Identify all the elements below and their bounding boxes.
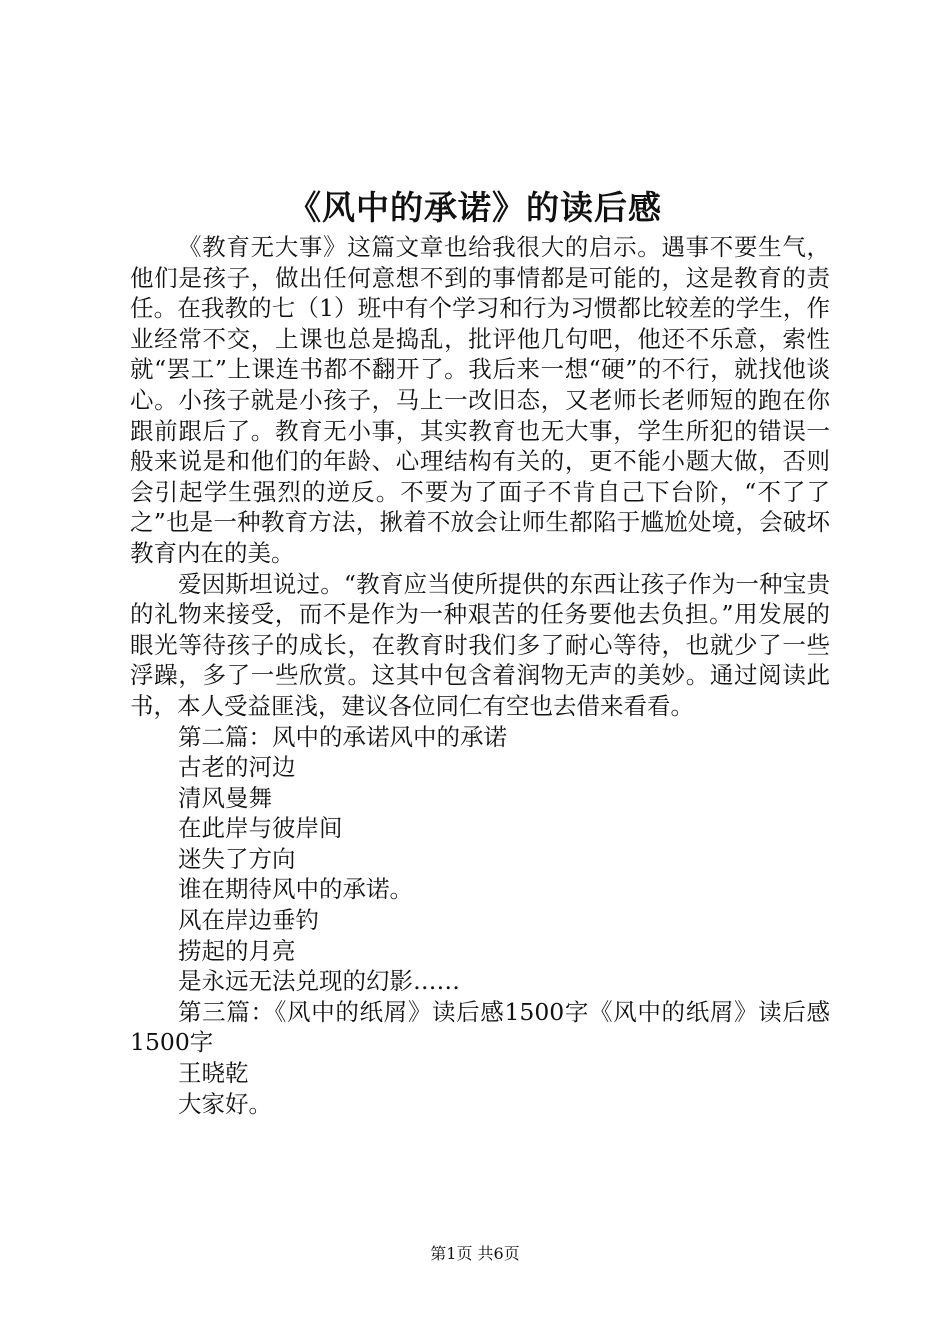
poem-line: 风在岸边垂钓: [178, 906, 319, 935]
poem-line: 是永远无法兑现的幻影……: [178, 967, 460, 996]
poem-line: 谁在期待风中的承诺。: [178, 875, 413, 904]
page-footer: 第1页 共6页: [430, 1244, 520, 1263]
paragraph-1: 《教育无大事》这篇文章也给我很大的启示。遇事不要生气，他们是孩子，做出任何意想不到的事情都是可能的，这是教育的责任。在我教的七（1）班中有个学习和行为习惯都比较差的学生，作业经常不交，上课也总是捣乱，批评他几句吧，他还不乐意，索性就“罢工”上课连书都不翻开了。我后来一想“硬”的不行，就找他谈心。小孩子就是小孩子，马上一改旧态，又老师长老师短的跑在你跟前跟后了。教育无小事，其实教育也无大事，学生所犯的错误一般来说是和他们的年龄、心理结构有关的，更不能小题大做，否则会引起学生强烈的逆反。不要为了面子不肯自己下台阶，“不了了之”也是一种教育方法，揪着不放会让师生都陷于尴尬处境，会破坏教育内在的美。: [130, 233, 830, 567]
document-title: 《风中的承诺》的读后感: [288, 188, 662, 227]
greeting-line: 大家好。: [178, 1089, 272, 1118]
poem-line: 迷失了方向: [178, 844, 296, 873]
poem-line: 第二篇：风中的承诺风中的承诺: [178, 722, 507, 751]
poem-line: 古老的河边: [178, 753, 296, 782]
poem-line: 清风曼舞: [178, 783, 272, 812]
third-heading: 第三篇：《风中的纸屑》读后感1500字《风中的纸屑》读后感1500字: [130, 997, 830, 1057]
author-line: 王晓乾: [178, 1059, 249, 1088]
paragraph-2: 爱因斯坦说过。“教育应当使所提供的东西让孩子作为一种宝贵的礼物来接受，而不是作为一种艰苦的任务要他去负担。”用发展的眼光等待孩子的成长，在教育时我们多了耐心等待，也就少了一些浮躁，多了一些欣赏。这其中包含着润物无声的美妙。通过阅读此书，本人受益匪浅，建议各位同仁有空也去借来看看。: [130, 569, 830, 720]
poem-line: 捞起的月亮: [178, 936, 296, 965]
poem-line: 在此岸与彼岸间: [178, 814, 343, 843]
document-body: [130, 232, 830, 1119]
